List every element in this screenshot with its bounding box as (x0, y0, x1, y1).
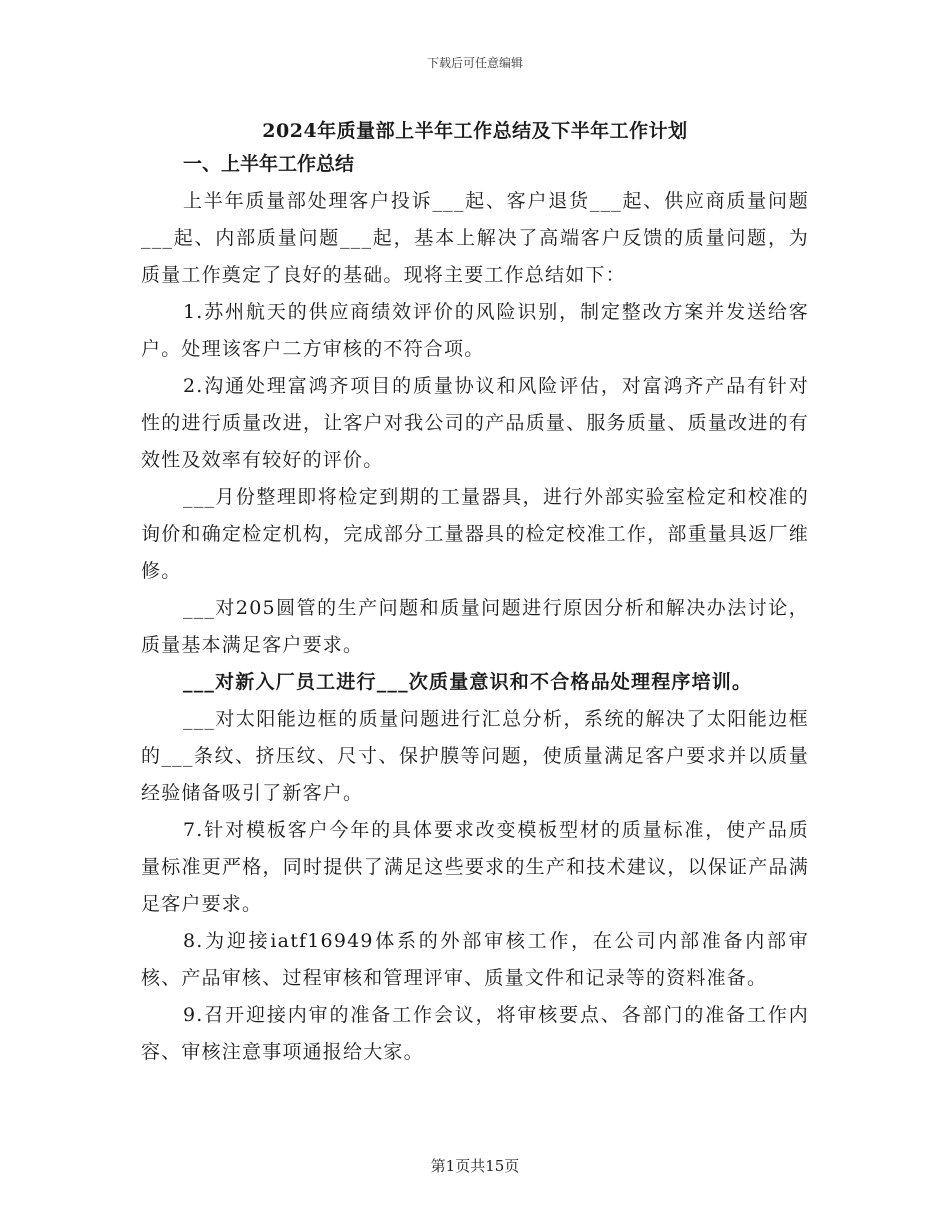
section-heading: 一、上半年工作总结 (183, 153, 355, 175)
paragraph-item-4: ___对205圆管的生产问题和质量问题进行原因分析和解决办法讨论，质量基本满足客户要求。 (141, 597, 809, 656)
paragraph-item-2: 2.沟通处理富鸿齐项目的质量协议和风险评估，对富鸿齐产品有针对性的进行质量改进，让客户对我公司的产品质量、服务质量、质量改进的有效性及效率有较好的评价。 (141, 375, 809, 471)
header-note: 下载后可任意编辑 (426, 56, 523, 70)
document-body (141, 146, 809, 1071)
paragraph-item-9: 9.召开迎接内审的准备工作会议，将审核要点、各部门的准备工作内容、审核注意事项通报给大家。 (141, 1004, 809, 1063)
page-footer: 第1页共15页 (430, 1157, 520, 1175)
paragraph-item-6: ___对太阳能边框的质量问题进行汇总分析，系统的解决了太阳能边框的___条纹、挤压纹、尺寸、保护膜等问题，使质量满足客户要求并以质量经验储备吸引了新客户。 (141, 708, 809, 804)
paragraph-item-3: ___月份整理即将检定到期的工量器具，进行外部实验室检定和校准的询价和确定检定机构，完成部分工量器具的检定校准工作，部重量具返厂维修。 (141, 486, 809, 582)
paragraph-item-1: 1.苏州航天的供应商绩效评价的风险识别，制定整改方案并发送给客户。处理该客户二方审核的不符合项。 (141, 301, 809, 360)
paragraph-item-5: ___对新入厂员工进行___次质量意识和不合格品处理程序培训。 (183, 671, 753, 693)
paragraph-item-7: 7.针对模板客户今年的具体要求改变模板型材的质量标准，使产品质量标准更严格，同时提供了满足这些要求的生产和技术建议，以保证产品满足客户要求。 (141, 819, 809, 915)
paragraph-item-8: 8.为迎接iatf16949体系的外部审核工作，在公司内部准备内部审核、产品审核、过程审核和管理评审、质量文件和记录等的资料准备。 (141, 930, 809, 989)
document-title: 2024年质量部上半年工作总结及下半年工作计划 (262, 120, 688, 142)
paragraph-intro: 上半年质量部处理客户投诉___起、客户退货___起、供应商质量问题___起、内部质量问题___起，基本上解决了高端客户反馈的质量问题，为质量工作奠定了良好的基础。现将主要工作总结如下： (141, 190, 809, 286)
